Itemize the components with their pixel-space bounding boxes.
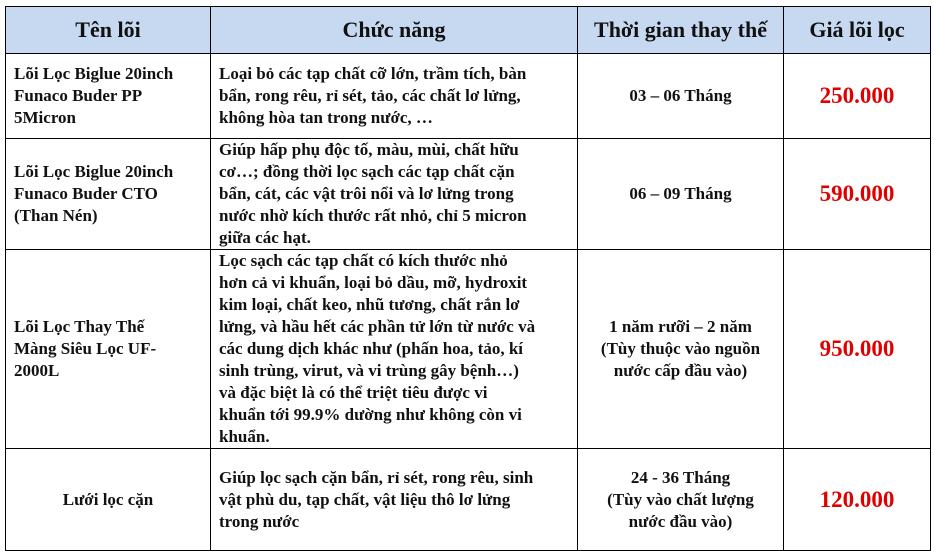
header-name: Tên lõi	[6, 7, 211, 54]
filter-name: Lõi Lọc Thay Thế Màng Siêu Lọc UF- 2000L	[6, 250, 211, 449]
table-row	[6, 250, 931, 449]
filter-price: 590.000	[784, 139, 931, 250]
filter-duration: 06 – 09 Tháng	[578, 139, 784, 250]
header-function: Chức năng	[211, 7, 578, 54]
filter-function: Giúp lọc sạch cặn bẩn, rỉ sét, rong rêu, sinh vật phù du, tạp chất, vật liệu thô lơ lửng trong nước	[211, 449, 578, 551]
table-row	[6, 139, 931, 250]
filter-duration: 1 năm rưỡi – 2 năm (Tùy thuộc vào nguồn nước cấp đầu vào)	[578, 250, 784, 449]
filter-function: Loại bỏ các tạp chất cỡ lớn, trầm tích, bàn bẩn, rong rêu, rỉ sét, tảo, các chất lơ lửng, không hòa tan trong nước, …	[211, 54, 578, 139]
header-duration: Thời gian thay thế	[578, 7, 784, 54]
filter-function: Lọc sạch các tạp chất có kích thước nhỏ hơn cả vi khuẩn, loại bỏ dầu, mỡ, hydroxit kim loại, chất keo, nhũ tương, chất rắn lơ lửng, và hầu hết các phần tử lớn từ nước và các dung dịch khác như (phấn hoa, tảo, kí sinh trùng, virut, và vi trùng gây bệnh…) và đặc biệt là có thể triệt tiêu được vi khuẩn tới 99.9% dường như không còn vi khuẩn.	[211, 250, 578, 449]
filter-function: Giúp hấp phụ độc tố, màu, mùi, chất hữu cơ…; đồng thời lọc sạch các tạp chất cặn bẩn, cát, các vật trôi nổi và lơ lửng trong nước nhờ kích thước rất nhỏ, chỉ 5 micron giữa các hạt.	[211, 139, 578, 250]
table-row	[6, 54, 931, 139]
filter-duration: 24 - 36 Tháng (Tùy vào chất lượng nước đầu vào)	[578, 449, 784, 551]
header-price: Giá lõi lọc	[784, 7, 931, 54]
table-header-row	[6, 7, 931, 54]
filter-price: 950.000	[784, 250, 931, 449]
filter-price: 120.000	[784, 449, 931, 551]
filter-price: 250.000	[784, 54, 931, 139]
filter-name: Lưới lọc cặn	[6, 449, 211, 551]
filter-name: Lõi Lọc Biglue 20inch Funaco Buder PP 5Micron	[6, 54, 211, 139]
filter-price-table	[5, 6, 931, 551]
filter-name: Lõi Lọc Biglue 20inch Funaco Buder CTO (Than Nén)	[6, 139, 211, 250]
table-row	[6, 449, 931, 551]
filter-duration: 03 – 06 Tháng	[578, 54, 784, 139]
